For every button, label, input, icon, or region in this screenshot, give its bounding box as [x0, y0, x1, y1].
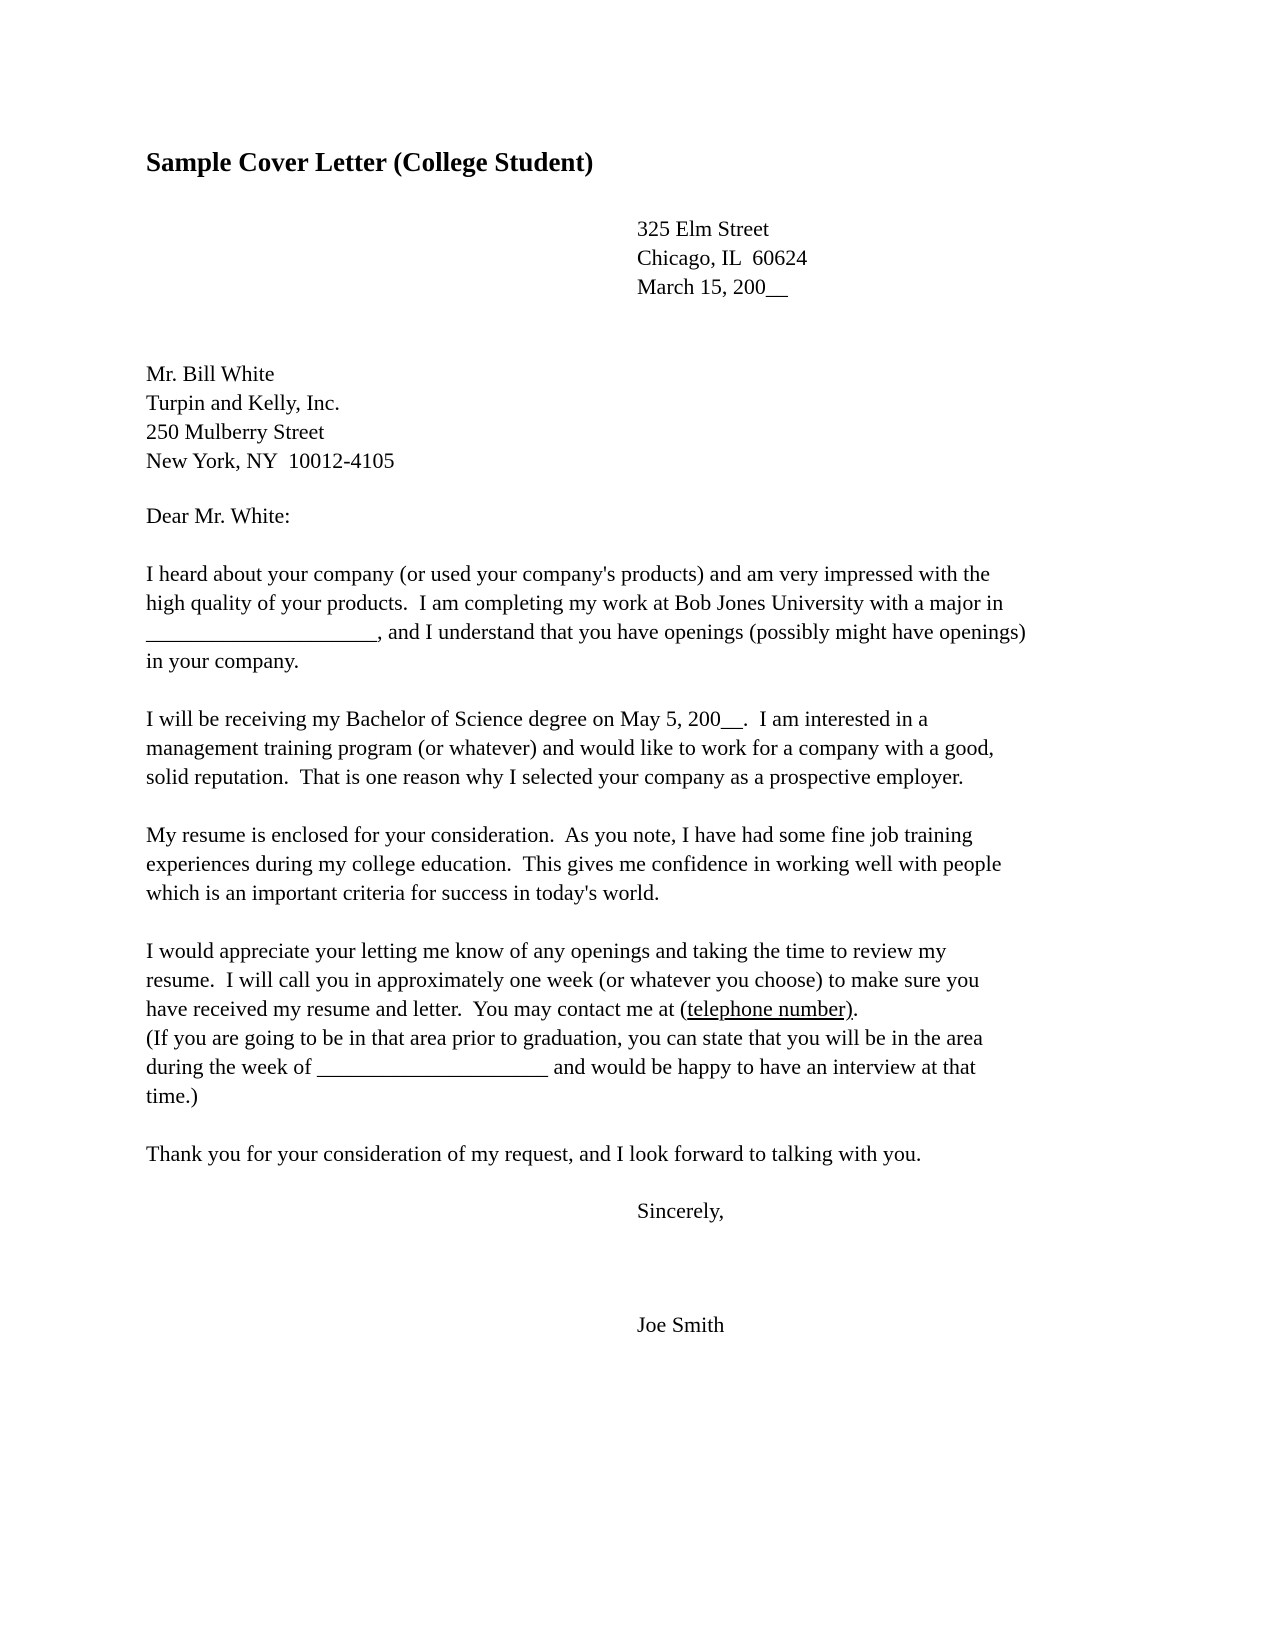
text-segment: (If you are going to be in that area prior to graduation, you can state that you will be in the area: [146, 1025, 983, 1050]
recipient-street: 250 Mulberry Street: [146, 419, 325, 444]
paragraph-line: [146, 733, 1166, 762]
text-segment: .: [852, 996, 859, 1021]
text-segment: which is an important criteria for success in today's world.: [146, 880, 660, 905]
text-segment: solid reputation. That is one reason why I selected your company as a prospective employer.: [146, 764, 964, 789]
sender-city: Chicago, IL 60624: [637, 245, 808, 270]
paragraph: [146, 559, 1166, 675]
recipient-city: New York, NY 10012-4105: [146, 448, 395, 473]
paragraph-line: [146, 588, 1166, 617]
paragraph-line: [146, 762, 1166, 791]
text-segment: I heard about your company (or used your company's products) and am very impressed with the: [146, 561, 991, 586]
text-segment: high quality of your products. I am completing my work at Bob Jones University with a major in: [146, 590, 1004, 615]
letter-date: March 15, 200__: [637, 274, 788, 299]
paragraph-line: [146, 965, 1166, 994]
paragraph-line: [146, 1081, 1166, 1110]
text-segment: time.): [146, 1083, 198, 1108]
paragraph-line: [146, 936, 1166, 965]
paragraph: [146, 1139, 1166, 1168]
text-segment: My resume is enclosed for your consideration. As you note, I have had some fine job training: [146, 822, 973, 847]
text-segment: Thank you for your consideration of my request, and I look forward to talking with you.: [146, 1141, 922, 1166]
paragraph-line: [146, 617, 1166, 646]
text-segment: I will be receiving my Bachelor of Science degree on May 5, 200__. I am interested in a: [146, 706, 928, 731]
text-segment: I would appreciate your letting me know of any openings and taking the time to review my: [146, 938, 947, 963]
salutation: Dear Mr. White:: [146, 503, 291, 528]
paragraph-line: [146, 994, 1166, 1023]
letter-body: [146, 559, 1166, 1168]
sender-address-block: [637, 214, 807, 301]
closing: Sincerely,: [637, 1198, 725, 1223]
paragraph-line: [146, 820, 1166, 849]
text-segment: _____________________, and I understand that you have openings (possibly might have openings): [146, 619, 1026, 644]
paragraph-line: [146, 849, 1166, 878]
recipient-company: Turpin and Kelly, Inc.: [146, 390, 340, 415]
text-segment: during the week of _____________________ and would be happy to have an interview at that: [146, 1054, 976, 1079]
text-segment: in your company.: [146, 648, 300, 673]
signature-name: Joe Smith: [637, 1312, 725, 1337]
page-title: Sample Cover Letter (College Student): [146, 147, 594, 177]
paragraph-line: [146, 1052, 1166, 1081]
paragraph-line: [146, 559, 1166, 588]
paragraph: [146, 704, 1166, 791]
text-segment: management training program (or whatever) and would like to work for a company with a good,: [146, 735, 994, 760]
underlined-text: telephone number): [687, 996, 853, 1021]
recipient-name: Mr. Bill White: [146, 361, 275, 386]
sender-street: 325 Elm Street: [637, 216, 769, 241]
paragraph: [146, 936, 1166, 1110]
paragraph-line: [146, 646, 1166, 675]
paragraph-line: [146, 1139, 1166, 1168]
text-segment: resume. I will call you in approximately one week (or whatever you choose) to make sure you: [146, 967, 980, 992]
paragraph: [146, 820, 1166, 907]
paragraph-line: [146, 1023, 1166, 1052]
text-segment: have received my resume and letter. You may contact me at (: [146, 996, 688, 1021]
paragraph-line: [146, 704, 1166, 733]
recipient-address-block: [146, 359, 395, 475]
paragraph-line: [146, 878, 1166, 907]
text-segment: experiences during my college education. This gives me confidence in working well with people: [146, 851, 1002, 876]
